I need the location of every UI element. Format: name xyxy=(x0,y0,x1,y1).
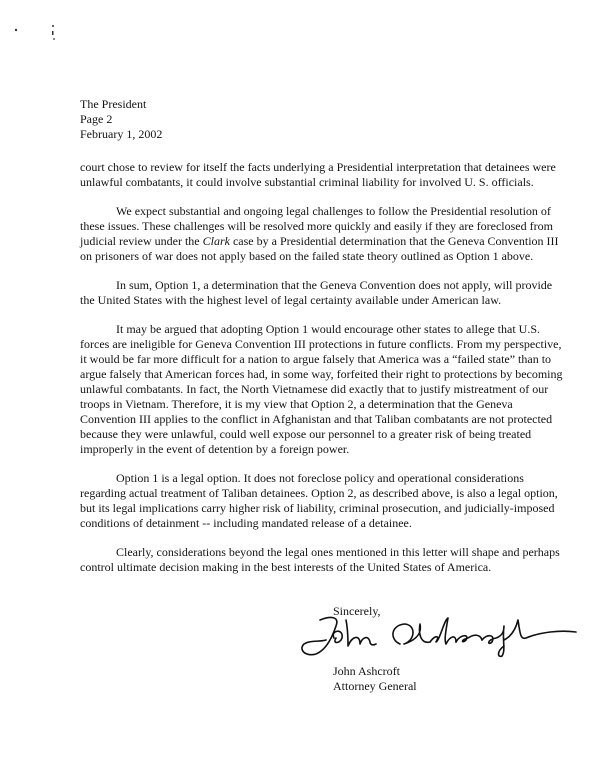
letter-header xyxy=(80,97,162,142)
signer-title: Attorney General xyxy=(333,679,417,693)
paragraph-argument: It may be argued that adopting Option 1 would encourage other states to allege that U.S. forces are ineligible for Geneva Convention III protections in future conflicts. From my perspective, it would be far more difficult for a nation to argue falsely that America was a “failed state” than to argue falsely that American forces had, in some way, forfeited their right to protections by becoming unlawful combatants. In fact, the North Vietnamese did exactly that to justify mistreatment of our troops in Vietnam. Therefore, it is my view that Option 2, a determination that the Geneva Convention III applies to the conflict in Afghanistan and that Taliban combatants are not protected because they were unlawful, could well expose our personnel to a greater risk of being treated improperly in the event of detention by a foreign power. xyxy=(80,322,563,456)
recipient-line: The President xyxy=(80,97,147,111)
handwritten-signature xyxy=(290,610,580,662)
paragraph-in-sum: In sum, Option 1, a determination that the Geneva Convention does not apply, will provide the United States with the highest level of legal certainty available under American law. xyxy=(80,278,553,307)
paragraph-option-1: Option 1 is a legal option. It does not foreclose policy and operational considerations regarding actual treatment of Taliban detainees. Option 2, as described above, is also a legal option, but its legal implications carry higher risk of liability, criminal prosecution, and judicially-imposed conditions of detainment -- including mandated release of a detainee. xyxy=(80,471,558,530)
date-line: February 1, 2002 xyxy=(80,127,163,141)
signoff-block xyxy=(333,664,417,694)
page-number-line: Page 2 xyxy=(80,112,113,126)
paragraph-conclusion: Clearly, considerations beyond the legal ones mentioned in this letter will shape and perhaps control ultimate decision making in the best interests of the United States of America. xyxy=(80,545,560,574)
scan-specks xyxy=(14,22,64,52)
case-name-italic: Clark xyxy=(202,234,230,248)
signer-name: John Ashcroft xyxy=(333,664,400,678)
closing-salutation: Sincerely, xyxy=(333,604,381,618)
paragraph-legal-challenges-text-b: case by a Presidential determination that the Geneva Convention III on prisoners of war does not apply based on the failed state theory outlined as Option 1 above. xyxy=(80,234,559,263)
letter-body xyxy=(80,160,564,589)
paragraph-continuation: court chose to review for itself the facts underlying a Presidential interpretation that detainees were unlawful combatants, it could involve substantial criminal liability for involved U. S. officials. xyxy=(80,160,556,189)
paragraph-legal-challenges-text-a: We expect substantial and ongoing legal challenges to follow the Presidential resolution of these issues. These challenges will be resolved more quickly and easily if they are foreclosed from judicial review under the xyxy=(80,204,553,248)
paragraph-legal-challenges xyxy=(80,204,564,264)
